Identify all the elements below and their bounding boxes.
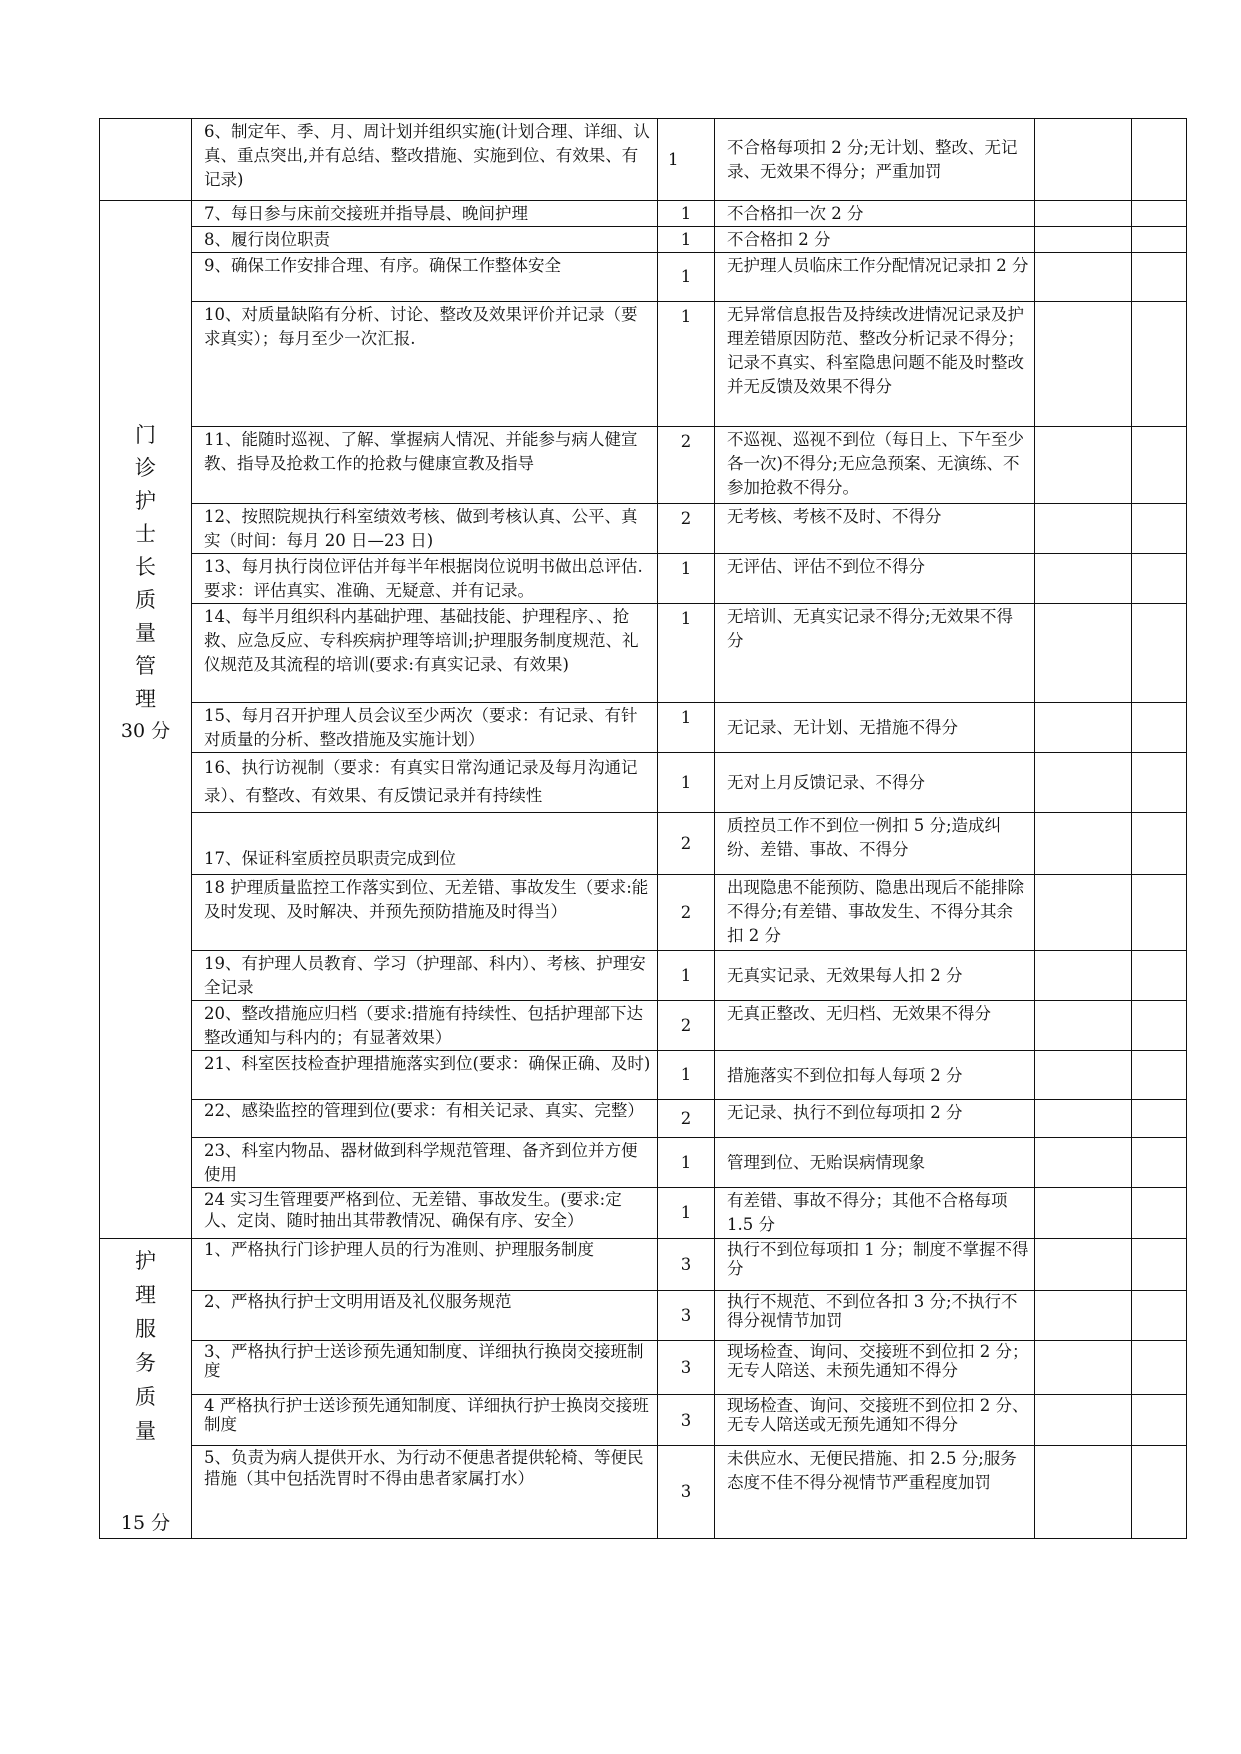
category-char: 理 — [135, 1283, 156, 1307]
standard-cell: 质控员工作不到位一例扣 5 分;造成纠纷、差错、事故、不得分 — [715, 813, 1035, 875]
score-cell: 1 — [658, 951, 715, 1001]
score-cell: 1 — [658, 753, 715, 813]
final-score-cell — [1132, 951, 1187, 1001]
category-char: 护 — [135, 489, 156, 513]
standard-cell: 无对上月反馈记录、不得分 — [715, 753, 1035, 813]
table-row — [100, 1100, 1187, 1138]
standard-cell: 现场检查、询问、交接班不到位扣 2 分、无专人陪送或无预先通知不得分 — [715, 1395, 1035, 1446]
category-points: 15 分 — [120, 1512, 171, 1534]
standard-cell: 有差错、事故不得分；其他不合格每项 1.5 分 — [715, 1188, 1035, 1239]
final-score-cell — [1132, 504, 1187, 554]
final-score-cell — [1132, 1291, 1187, 1341]
criteria-cell: 23、科室内物品、器材做到科学规范管理、备齐到位并方便使用 — [192, 1138, 658, 1188]
score-cell: 1 — [658, 703, 715, 753]
category-char: 护 — [135, 1249, 156, 1273]
standard-cell: 无真实记录、无效果每人扣 2 分 — [715, 951, 1035, 1001]
criteria-cell: 17、保证科室质控员职责完成到位 — [192, 813, 658, 875]
criteria-cell: 5、负责为病人提供开水、为行动不便患者提供轮椅、等便民措施（其中包括洗胃时不得由患者家属打水） — [192, 1446, 658, 1539]
standard-cell: 不合格扣 2 分 — [715, 227, 1035, 253]
table-row — [100, 951, 1187, 1001]
criteria-cell: 15、每月召开护理人员会议至少两次（要求：有记录、有针对质量的分析、整改措施及实施计划） — [192, 703, 658, 753]
self-score-cell — [1035, 604, 1132, 703]
category-char: 管 — [135, 654, 156, 678]
table-row — [100, 1188, 1187, 1239]
criteria-cell: 6、制定年、季、月、周计划并组织实施(计划合理、详细、认真、重点突出,并有总结、整改措施、实施到位、有效果、有记录) — [192, 119, 658, 201]
score-cell: 2 — [658, 1001, 715, 1051]
table-row — [100, 1291, 1187, 1341]
final-score-cell — [1132, 1051, 1187, 1100]
self-score-cell — [1035, 1188, 1132, 1239]
self-score-cell — [1035, 1138, 1132, 1188]
self-score-cell — [1035, 1291, 1132, 1341]
score-cell: 3 — [658, 1446, 715, 1539]
final-score-cell — [1132, 753, 1187, 813]
score-cell: 2 — [658, 875, 715, 951]
table-row — [100, 753, 1187, 813]
self-score-cell — [1035, 554, 1132, 604]
table-row — [100, 1051, 1187, 1100]
score-cell: 2 — [658, 1100, 715, 1138]
score-cell: 1 — [658, 253, 715, 302]
score-cell: 2 — [658, 813, 715, 875]
score-cell: 1 — [658, 1138, 715, 1188]
category-char: 质 — [135, 1385, 156, 1409]
self-score-cell — [1035, 1001, 1132, 1051]
self-score-cell — [1035, 302, 1132, 427]
table-row — [100, 875, 1187, 951]
score-cell: 1 — [658, 604, 715, 703]
final-score-cell — [1132, 1395, 1187, 1446]
final-score-cell — [1132, 1138, 1187, 1188]
score-cell: 1 — [658, 302, 715, 427]
final-score-cell — [1132, 554, 1187, 604]
score-cell: 1 — [658, 119, 715, 201]
final-score-cell — [1132, 1446, 1187, 1539]
standard-cell: 现场检查、询问、交接班不到位扣 2 分；无专人陪送、未预先通知不得分 — [715, 1341, 1035, 1395]
standard-cell: 无真正整改、无归档、无效果不得分 — [715, 1001, 1035, 1051]
self-score-cell — [1035, 1341, 1132, 1395]
criteria-cell: 14、每半月组织科内基础护理、基础技能、护理程序、、抢救、应急反应、专科疾病护理等培训;护理服务制度规范、礼仪规范及其流程的培训(要求:有真实记录、有效果) — [192, 604, 658, 703]
self-score-cell — [1035, 253, 1132, 302]
self-score-cell — [1035, 1446, 1132, 1539]
table-row — [100, 253, 1187, 302]
score-cell: 1 — [658, 554, 715, 604]
self-score-cell — [1035, 813, 1132, 875]
criteria-cell: 7、每日参与床前交接班并指导晨、晚间护理 — [192, 201, 658, 227]
self-score-cell — [1035, 875, 1132, 951]
score-cell: 3 — [658, 1341, 715, 1395]
criteria-cell: 10、对质量缺陷有分析、讨论、整改及效果评价并记录（要求真实）；每月至少一次汇报. — [192, 302, 658, 427]
standard-cell: 管理到位、无贻误病情现象 — [715, 1138, 1035, 1188]
category-char: 诊 — [135, 456, 156, 480]
category-char: 门 — [135, 423, 156, 447]
table-row — [100, 813, 1187, 875]
final-score-cell — [1132, 1341, 1187, 1395]
score-cell: 1 — [658, 1188, 715, 1239]
self-score-cell — [1035, 1051, 1132, 1100]
category-char: 质 — [135, 588, 156, 612]
table-row — [100, 227, 1187, 253]
self-score-cell — [1035, 227, 1132, 253]
self-score-cell — [1035, 1100, 1132, 1138]
table-row — [100, 1001, 1187, 1051]
standard-cell: 出现隐患不能预防、隐患出现后不能排除不得分;有差错、事故发生、不得分其余扣 2 分 — [715, 875, 1035, 951]
category-points: 30 分 — [120, 720, 171, 742]
self-score-cell — [1035, 1239, 1132, 1291]
self-score-cell — [1035, 1395, 1132, 1446]
self-score-cell — [1035, 504, 1132, 554]
criteria-cell: 20、整改措施应归档（要求:措施有持续性、包括护理部下达整改通知与科内的；有显著效果） — [192, 1001, 658, 1051]
final-score-cell — [1132, 427, 1187, 504]
table-row — [100, 504, 1187, 554]
standard-cell: 无护理人员临床工作分配情况记录扣 2 分 — [715, 253, 1035, 302]
standard-cell: 无记录、无计划、无措施不得分 — [715, 703, 1035, 753]
standard-cell: 无培训、无真实记录不得分;无效果不得分 — [715, 604, 1035, 703]
table-row — [100, 302, 1187, 427]
self-score-cell — [1035, 119, 1132, 201]
criteria-cell: 8、履行岗位职责 — [192, 227, 658, 253]
nursing-quality-assessment-table — [99, 118, 1187, 1539]
final-score-cell — [1132, 1100, 1187, 1138]
final-score-cell — [1132, 1188, 1187, 1239]
table-row — [100, 1446, 1187, 1539]
criteria-cell: 13、每月执行岗位评估并每半年根据岗位说明书做出总评估.要求：评估真实、准确、无疑意、并有记录。 — [192, 554, 658, 604]
standard-cell: 无记录、执行不到位每项扣 2 分 — [715, 1100, 1035, 1138]
standard-cell: 未供应水、无便民措施、扣 2.5 分;服务态度不佳不得分视情节严重程度加罚 — [715, 1446, 1035, 1539]
final-score-cell — [1132, 1001, 1187, 1051]
self-score-cell — [1035, 427, 1132, 504]
score-cell: 3 — [658, 1239, 715, 1291]
criteria-cell: 4 严格执行护士送诊预先通知制度、详细执行护士换岗交接班制度 — [192, 1395, 658, 1446]
standard-cell: 无异常信息报告及持续改进情况记录及护理差错原因防范、整改分析记录不得分；记录不真实、科室隐患问题不能及时整改并无反馈及效果不得分 — [715, 302, 1035, 427]
category-char: 务 — [135, 1351, 156, 1375]
final-score-cell — [1132, 875, 1187, 951]
criteria-cell: 1、严格执行门诊护理人员的行为准则、护理服务制度 — [192, 1239, 658, 1291]
self-score-cell — [1035, 703, 1132, 753]
table-row — [100, 427, 1187, 504]
self-score-cell — [1035, 951, 1132, 1001]
final-score-cell — [1132, 253, 1187, 302]
final-score-cell — [1132, 703, 1187, 753]
category-char: 服 — [135, 1317, 156, 1341]
category-char: 长 — [135, 555, 156, 579]
score-cell: 2 — [658, 427, 715, 504]
criteria-cell: 9、确保工作安排合理、有序。确保工作整体安全 — [192, 253, 658, 302]
score-cell: 1 — [658, 1051, 715, 1100]
table-row — [100, 1239, 1187, 1291]
category-cell-empty — [100, 119, 192, 201]
table-row — [100, 703, 1187, 753]
standard-cell: 执行不到位每项扣 1 分；制度不掌握不得分 — [715, 1239, 1035, 1291]
criteria-cell: 3、严格执行护士送诊预先通知制度、详细执行换岗交接班制度 — [192, 1341, 658, 1395]
standard-cell: 不合格每项扣 2 分;无计划、整改、无记录、无效果不得分；严重加罚 — [715, 119, 1035, 201]
standard-cell: 不合格扣一次 2 分 — [715, 201, 1035, 227]
final-score-cell — [1132, 302, 1187, 427]
standard-cell: 无评估、评估不到位不得分 — [715, 554, 1035, 604]
table-row — [100, 119, 1187, 201]
category-char: 量 — [135, 1419, 156, 1443]
category-char: 士 — [135, 522, 156, 546]
table-row — [100, 1138, 1187, 1188]
table-row — [100, 1395, 1187, 1446]
self-score-cell — [1035, 201, 1132, 227]
table-row — [100, 554, 1187, 604]
category-char: 理 — [135, 687, 156, 711]
self-score-cell — [1035, 753, 1132, 813]
standard-cell: 无考核、考核不及时、不得分 — [715, 504, 1035, 554]
criteria-cell: 12、按照院规执行科室绩效考核、做到考核认真、公平、真实（时间：每月 20 日—23 日) — [192, 504, 658, 554]
score-cell: 3 — [658, 1291, 715, 1341]
table-row — [100, 201, 1187, 227]
table-row — [100, 1341, 1187, 1395]
category-nursing-service — [100, 1239, 192, 1539]
criteria-cell: 19、有护理人员教育、学习（护理部、科内）、考核、护理安全记录 — [192, 951, 658, 1001]
final-score-cell — [1132, 1239, 1187, 1291]
final-score-cell — [1132, 604, 1187, 703]
criteria-cell: 16、执行访视制（要求：有真实日常沟通记录及每月沟通记录）、有整改、有效果、有反馈记录并有持续性 — [192, 753, 658, 813]
score-cell: 2 — [658, 504, 715, 554]
criteria-cell: 18 护理质量监控工作落实到位、无差错、事故发生（要求:能及时发现、及时解决、并预先预防措施及时得当） — [192, 875, 658, 951]
final-score-cell — [1132, 227, 1187, 253]
criteria-cell: 22、感染监控的管理到位(要求：有相关记录、真实、完整） — [192, 1100, 658, 1138]
score-cell: 3 — [658, 1395, 715, 1446]
final-score-cell — [1132, 813, 1187, 875]
criteria-cell: 2、严格执行护士文明用语及礼仪服务规范 — [192, 1291, 658, 1341]
final-score-cell — [1132, 119, 1187, 201]
criteria-cell: 11、能随时巡视、了解、掌握病人情况、并能参与病人健宣教、指导及抢救工作的抢救与健康宣教及指导 — [192, 427, 658, 504]
standard-cell: 措施落实不到位扣每人每项 2 分 — [715, 1051, 1035, 1100]
criteria-cell: 24 实习生管理要严格到位、无差错、事故发生。(要求:定人、定岗、随时抽出其带教情况、确保有序、安全） — [192, 1188, 658, 1239]
table-row — [100, 604, 1187, 703]
category-outpatient-head-nurse — [100, 201, 192, 1239]
category-char: 量 — [135, 621, 156, 645]
criteria-cell: 21、科室医技检查护理措施落实到位(要求：确保正确、及时) — [192, 1051, 658, 1100]
final-score-cell — [1132, 201, 1187, 227]
standard-cell: 不巡视、巡视不到位（每日上、下午至少各一次)不得分;无应急预案、无演练、不参加抢救不得分。 — [715, 427, 1035, 504]
score-cell: 1 — [658, 227, 715, 253]
standard-cell: 执行不规范、不到位各扣 3 分;不执行不得分视情节加罚 — [715, 1291, 1035, 1341]
score-cell: 1 — [658, 201, 715, 227]
